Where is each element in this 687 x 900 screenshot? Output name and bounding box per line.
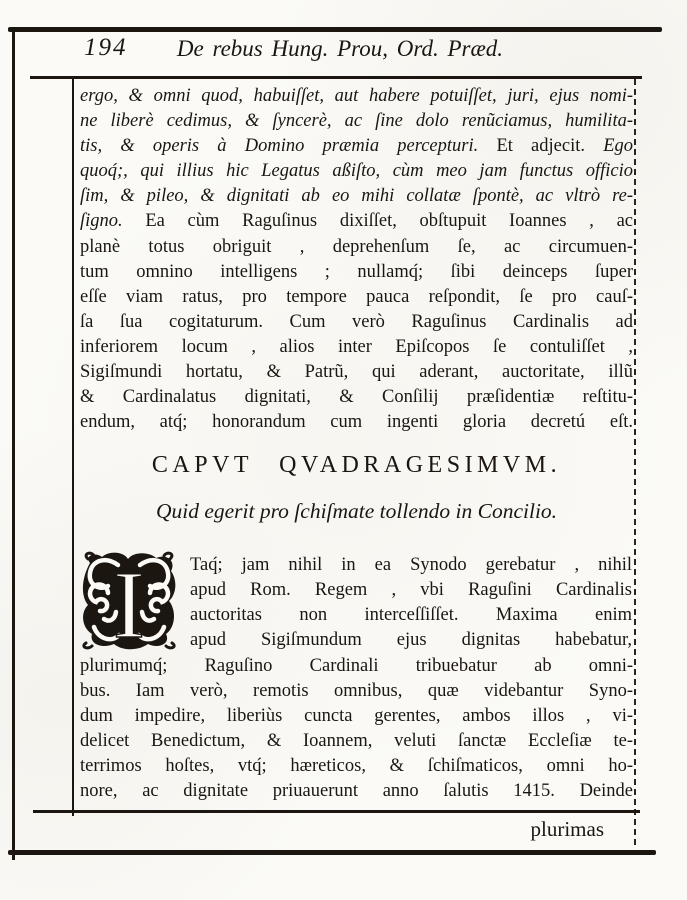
text-line: eſſe viam ratus, pro tempore pauca reſpondit, ſe pro cauſ- [80, 286, 633, 307]
opening-paragraph [80, 84, 633, 435]
text-line: ſigno. Ea cùm Raguſinus dixiſſet, obſtupuit Ioannes , ac [80, 211, 634, 232]
text-line: tis, & operis à Domino præmia percepturi. Et adjecit. Ego [80, 136, 633, 157]
bottom-border-rule [8, 850, 656, 855]
text-line: inferiorem locum , alios inter Epiſcopos ſe contuliſſet , [80, 336, 633, 357]
text-line: plurimumq́; Raguſino Cardinali tribuebatur ab omni- [80, 656, 633, 676]
left-outer-rule [12, 29, 15, 860]
catchword: plurimas [530, 817, 604, 841]
text-line: ſim, & pileo, & dignitati ab eo mihi collatæ ſpontè, ac vltrò re- [80, 186, 633, 207]
left-margin-rule [72, 79, 74, 816]
text-line: planè totus obriguit , deprehenſum ſe, ac circumuen- [80, 236, 633, 257]
header-underline-rule [30, 76, 642, 79]
footer-rule [33, 810, 640, 813]
text-line: dum impedire, liberiùs cuncta gerentes, ambos illos , vi- [80, 706, 633, 727]
text-line: ergo, & omni quod, habuiſſet, aut habere potuiſſet, juri, ejus nomi- [80, 86, 633, 106]
text-line: & Cardinalatus dignitati, & Conſilij præſidentiæ reſtitu- [80, 387, 633, 408]
chapter-paragraph-wrap [190, 553, 632, 653]
drop-cap-letter: I [113, 551, 145, 650]
drop-cap-woodcut-initial [80, 551, 178, 650]
running-title: De rebus Hung. Prou, Ord. Præd. [176, 36, 504, 61]
text-line: quoq́;, qui illius hic Legatus aßiſto, cùm meo jam functus officio [80, 161, 633, 182]
text-line: auctoritas non interceſſiſſet. Maxima enim [190, 605, 632, 626]
text-line: ne liberè cedimus, & ſyncerè, ac ſine dolo renũciamus, humilita- [80, 111, 633, 132]
chapter-paragraph-full [80, 654, 633, 805]
top-border-rule [8, 27, 662, 32]
right-margin-rule [634, 79, 636, 845]
chapter-subheading: Quid egerit pro ſchiſmate tollendo in Concilio. [155, 499, 558, 523]
text-line: nore, ac dignitate priuauerunt anno ſalutis 1415. Deinde [80, 781, 633, 802]
text-line: Sigiſmundi hortatu, & Patrũ, qui aderant, auctoritate, illũ [80, 362, 633, 383]
text-line: terrimos hoſtes, vtq́; hæreticos, & ſchiſmaticos, omni ho- [80, 756, 633, 777]
text-line: endum, atq́; honorandum cum ingenti gloria decretú eſt. [80, 412, 633, 433]
text-line: tum omnino intelligens ; nullamq́; ſibi deinceps ſuper [80, 261, 633, 282]
text-line: apud Sigiſmundum ejus dignitas habebatur, [190, 630, 632, 651]
text-line: apud Rom. Regem , vbi Raguſini Cardinalis [190, 580, 632, 601]
text-line: bus. Iam verò, remotis omnibus, quæ videbantur Syno- [80, 681, 633, 702]
text-line: Taq́; jam nihil in ea Synodo gerebatur , nihil [190, 555, 632, 575]
text-line: ſa ſua cogitaturum. Cum verò Raguſinus Cardinalis ad [80, 311, 633, 332]
chapter-heading: CAPVT QVADRAGESIMVM. [151, 452, 562, 478]
page-number: 194 [84, 34, 128, 61]
text-line: delicet Benedictum, & Ioannem, veluti ſanctæ Eccleſiæ te- [80, 731, 633, 752]
